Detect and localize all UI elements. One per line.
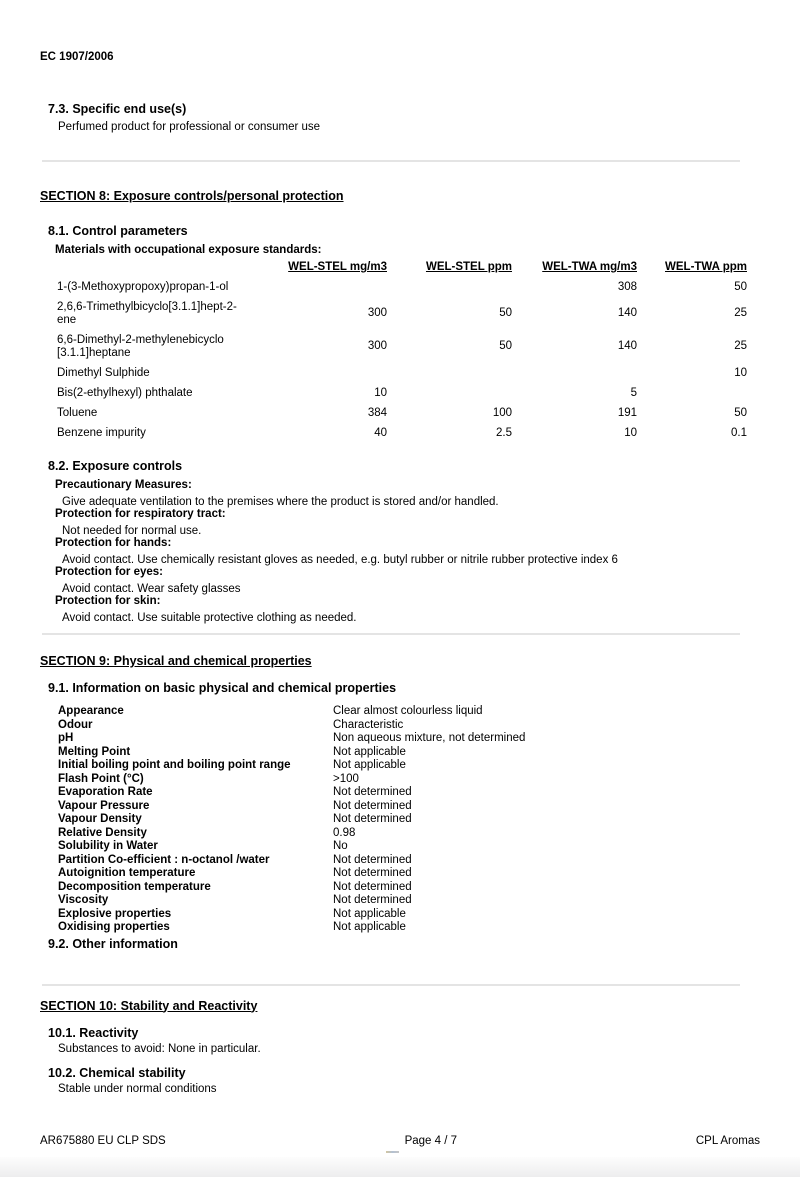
substance-name: Toluene (57, 406, 98, 419)
text-7-3: Perfumed product for professional or consumer use (58, 121, 321, 133)
property-value: Not determined (333, 853, 412, 866)
substance-name: Bis(2-ethylhexyl) phthalate (57, 386, 193, 399)
exposure-item-label: Precautionary Measures: (55, 479, 192, 491)
substance-name: Dimethyl Sulphide (57, 366, 150, 379)
section-divider (42, 984, 740, 986)
table-row (57, 403, 747, 423)
footer-company-name: CPL Aromas (695, 1135, 760, 1147)
table-row (57, 423, 747, 443)
cell-value: 0.1 (731, 426, 747, 439)
property-label: Relative Density (58, 826, 147, 839)
property-label: Initial boiling point and boiling point range (58, 759, 291, 771)
cell-value: 2.5 (496, 426, 512, 439)
property-value: Not applicable (333, 759, 406, 771)
cell-value (257, 363, 387, 383)
property-value: No (333, 840, 348, 852)
cell-value: 10 (624, 426, 637, 439)
table-header-row (57, 261, 747, 277)
cell-value: 191 (617, 406, 637, 419)
property-value: Not determined (333, 813, 412, 825)
exposure-standards-table (57, 261, 747, 443)
section-9-title: SECTION 9: Physical and chemical properties (40, 654, 312, 668)
cell-value: 50 (499, 307, 512, 319)
property-label: Solubility in Water (58, 840, 158, 852)
cell-value: 25 (734, 340, 747, 352)
table-row (57, 383, 747, 403)
property-value: Not applicable (333, 921, 406, 933)
cell-value (387, 363, 512, 383)
exposure-item-text: Not needed for normal use. (62, 525, 202, 537)
text-10-2: Stable under normal conditions (58, 1082, 217, 1095)
render-artifact (386, 1151, 399, 1153)
table-row (57, 297, 747, 330)
exposure-item-label: Protection for skin: (55, 595, 161, 607)
property-label: Melting Point (58, 745, 131, 758)
text-10-1: Substances to avoid: None in particular. (58, 1042, 261, 1055)
cell-value: 384 (367, 406, 387, 419)
cell-value: 25 (734, 307, 747, 319)
property-value: Not applicable (333, 907, 406, 920)
substance-name: 1-(3-Methoxypropoxy)propan-1-ol (57, 280, 229, 293)
exposure-item-text: Avoid contact. Wear safety glasses (62, 583, 241, 595)
property-label: Explosive properties (58, 907, 172, 920)
table-row (57, 277, 747, 297)
physical-properties-list (58, 705, 800, 935)
property-value: Not determined (333, 894, 412, 906)
property-label: Vapour Density (58, 813, 142, 825)
substance-name: Benzene impurity (57, 426, 146, 439)
section-divider (42, 633, 740, 635)
table-row (57, 330, 747, 363)
cell-value (257, 277, 387, 297)
section-10-title: SECTION 10: Stability and Reactivity (40, 998, 258, 1013)
cell-value (637, 383, 747, 403)
property-value: Clear almost colourless liquid (333, 705, 483, 717)
property-value: Not determined (333, 786, 412, 798)
cell-value: 140 (617, 307, 637, 319)
cell-value: 50 (499, 340, 512, 352)
property-label: Viscosity (58, 894, 109, 906)
cell-value: 40 (374, 426, 387, 439)
column-wel-stel-ppm: WEL-STEL ppm (425, 261, 512, 273)
regulation-reference: EC 1907/2006 (40, 51, 114, 63)
property-label: Oxidising properties (58, 921, 170, 933)
cell-value: 50 (734, 406, 747, 419)
property-value: Not determined (333, 880, 412, 893)
property-label: Decomposition temperature (58, 880, 211, 893)
cell-value: 5 (630, 386, 637, 399)
footer-document-id: AR675880 EU CLP SDS (40, 1135, 166, 1147)
substance-name: 6,6-Dimethyl-2-methylenebicyclo [3.1.1]heptane (57, 333, 224, 359)
heading-10-1: 10.1. Reactivity (48, 1025, 139, 1040)
property-value: Not determined (333, 799, 412, 812)
property-value: Not applicable (333, 745, 406, 758)
heading-9-2: 9.2. Other information (48, 936, 178, 951)
exposure-item-label: Protection for hands: (55, 537, 172, 549)
exposure-item-label: Protection for eyes: (55, 566, 163, 578)
exposure-item-text: Give adequate ventilation to the premises where the product is stored and/or handled. (62, 496, 499, 508)
property-label: Partition Co-efficient : n-octanol /water (58, 853, 270, 866)
section-8-title: SECTION 8: Exposure controls/personal protection (40, 189, 344, 203)
cell-value (387, 277, 512, 297)
cell-value: 10 (374, 386, 387, 399)
property-label: Flash Point (°C) (58, 772, 144, 785)
heading-8-2: 8.2. Exposure controls (48, 459, 183, 473)
page-bottom-edge (0, 1157, 800, 1177)
cell-value: 300 (367, 340, 387, 352)
property-label: Appearance (58, 705, 124, 717)
column-substance (57, 261, 257, 277)
cell-value (387, 383, 512, 403)
property-label: pH (58, 732, 74, 744)
property-value: Characteristic (333, 718, 404, 731)
cell-value: 140 (617, 340, 637, 352)
property-value: Non aqueous mixture, not determined (333, 732, 526, 744)
cell-value: 100 (492, 406, 512, 419)
property-label: Vapour Pressure (58, 799, 150, 812)
property-label: Autoignition temperature (58, 867, 196, 879)
page-footer (40, 1135, 760, 1147)
column-wel-stel-mgm3: WEL-STEL mg/m3 (288, 261, 387, 273)
section-divider (42, 160, 740, 162)
property-value: Not determined (333, 867, 412, 879)
property-label: Odour (58, 718, 93, 731)
cell-value: 10 (734, 366, 747, 379)
cell-value: 50 (734, 280, 747, 293)
heading-7-3: 7.3. Specific end use(s) (48, 102, 187, 116)
heading-8-1: 8.1. Control parameters (48, 224, 188, 238)
footer-page-number: Page 4 / 7 (404, 1135, 458, 1147)
exposure-item-label: Protection for respiratory tract: (55, 508, 226, 520)
substance-name: 2,6,6-Trimethylbicyclo[3.1.1]hept-2-ene (57, 300, 237, 326)
cell-value: 308 (617, 280, 637, 293)
exposure-item-text: Avoid contact. Use suitable protective clothing as needed. (62, 612, 357, 624)
column-wel-twa-ppm: WEL-TWA ppm (665, 261, 747, 273)
property-value: 0.98 (333, 826, 356, 839)
table-row (57, 363, 747, 383)
cell-value (512, 363, 637, 383)
heading-9-1: 9.1. Information on basic physical and chemical properties (48, 681, 397, 695)
property-value: >100 (333, 772, 359, 785)
cell-value: 300 (367, 307, 387, 319)
exposure-item-text: Avoid contact. Use chemically resistant gloves as needed, e.g. butyl rubber or nitrile rubber protective index 6 (62, 554, 618, 566)
property-label: Evaporation Rate (58, 786, 153, 798)
exposure-standards-label: Materials with occupational exposure standards: (55, 244, 322, 256)
heading-10-2: 10.2. Chemical stability (48, 1065, 186, 1080)
column-wel-twa-mgm3: WEL-TWA mg/m3 (542, 261, 637, 273)
